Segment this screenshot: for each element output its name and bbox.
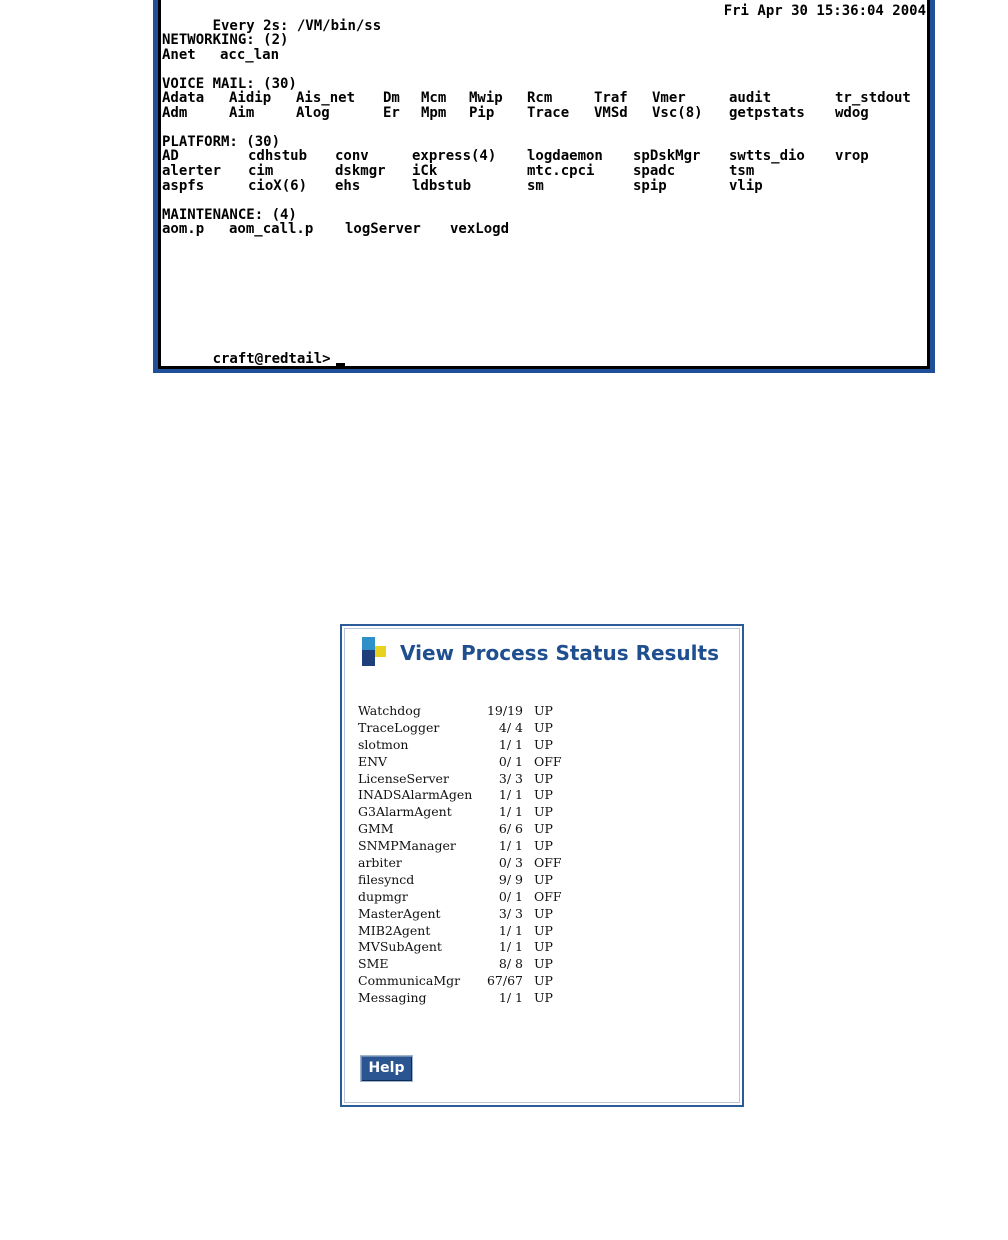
- process-state: UP: [534, 973, 553, 989]
- panel-title: View Process Status Results: [400, 641, 719, 665]
- process-entry: Mpm: [421, 104, 447, 121]
- process-count: 0/ 3: [498, 855, 523, 871]
- process-count: 3/ 3: [498, 770, 523, 786]
- process-count: 1/ 1: [498, 787, 523, 803]
- section-title-platform: PLATFORM: (30): [162, 133, 281, 150]
- process-entry: Rcm: [527, 90, 553, 107]
- process-entry: aom_call.p: [229, 221, 314, 238]
- process-entry: cdhstub: [248, 148, 308, 165]
- process-count: 0/ 1: [498, 888, 523, 904]
- process-state: UP: [534, 871, 553, 887]
- voice-mail-row: [162, 106, 927, 121]
- process-name: SME: [358, 956, 389, 972]
- process-name: INADSAlarmAgen: [358, 787, 473, 803]
- process-count: 19/19: [486, 703, 523, 718]
- process-state: UP: [534, 736, 553, 752]
- panel-body: [344, 628, 740, 1103]
- process-entry: Trace: [527, 104, 570, 121]
- process-name: ENV: [358, 753, 388, 769]
- process-name: filesyncd: [358, 871, 415, 887]
- process-count: 4/ 4: [498, 719, 523, 735]
- process-state: UP: [534, 787, 553, 803]
- process-count: 3/ 3: [498, 905, 523, 921]
- process-entry: spadc: [633, 162, 676, 179]
- process-state: UP: [534, 905, 553, 921]
- process-name: Watchdog: [358, 703, 421, 718]
- networking-row: [162, 48, 927, 63]
- process-count: 1/ 1: [498, 922, 523, 938]
- process-count: 8/ 8: [498, 956, 523, 972]
- process-entry: VMSd: [594, 104, 628, 121]
- process-name: MIB2Agent: [358, 922, 431, 938]
- process-name: MVSubAgent: [358, 939, 442, 955]
- process-state: UP: [534, 804, 553, 820]
- logo-icon: [362, 637, 388, 667]
- help-button[interactable]: Help: [360, 1055, 413, 1082]
- process-entry: alerter: [162, 162, 222, 179]
- process-entry: Mwip: [469, 90, 503, 107]
- process-name: GMM: [358, 821, 394, 837]
- process-name: G3AlarmAgent: [358, 804, 452, 820]
- process-name: slotmon: [358, 736, 409, 752]
- platform-row: [162, 164, 927, 179]
- process-count: 1/ 1: [498, 804, 523, 820]
- process-entry: Adm: [162, 104, 188, 121]
- section-title-voice-mail: VOICE MAIL: (30): [162, 75, 297, 92]
- process-entry: acc_lan: [220, 46, 280, 63]
- process-entry: logdaemon: [527, 148, 603, 165]
- watch-command: Every 2s: /VM/bin/ss: [212, 17, 382, 34]
- process-entry: Mcm: [421, 90, 447, 107]
- process-entry: aspfs: [162, 177, 205, 194]
- process-entry: conv: [335, 148, 369, 165]
- process-entry: spip: [633, 177, 667, 194]
- process-name: LicenseServer: [358, 770, 449, 786]
- process-entry: sm: [527, 177, 544, 194]
- process-name: arbiter: [358, 855, 402, 871]
- section-title-maintenance: MAINTENANCE: (4): [162, 206, 297, 223]
- shell-prompt[interactable]: [162, 337, 345, 367]
- process-count: 1/ 1: [498, 736, 523, 752]
- process-entry: swtts_dio: [729, 148, 805, 165]
- process-name: dupmgr: [358, 888, 408, 904]
- terminal-window: [153, 0, 935, 373]
- process-entry: cioX(6): [248, 177, 308, 194]
- process-count: 1/ 1: [498, 838, 523, 854]
- process-count: 67/67: [486, 973, 523, 989]
- process-entry: mtc.cpci: [527, 162, 595, 179]
- platform-row: [162, 149, 927, 164]
- process-entry: iCk: [412, 162, 438, 179]
- process-entry: getpstats: [729, 104, 805, 121]
- process-entry: Pip: [469, 104, 495, 121]
- process-name: CommunicaMgr: [358, 973, 461, 989]
- process-entry: Vsc(8): [652, 104, 703, 121]
- process-count: 1/ 1: [498, 939, 523, 955]
- process-entry: Vmer: [652, 90, 686, 107]
- process-state: UP: [534, 990, 553, 1006]
- process-name: MasterAgent: [358, 905, 441, 921]
- process-entry: cim: [248, 162, 274, 179]
- process-entry: ldbstub: [412, 177, 472, 194]
- process-entry: ehs: [335, 177, 361, 194]
- process-entry: vrop: [835, 148, 869, 165]
- watch-timestamp: Fri Apr 30 15:36:04 2004: [723, 3, 926, 19]
- process-name: TraceLogger: [358, 719, 440, 735]
- process-entry: vexLogd: [450, 221, 510, 238]
- process-entry: Adata: [162, 90, 205, 107]
- process-entry: spDskMgr: [633, 148, 701, 165]
- process-entry: Traf: [594, 90, 628, 107]
- process-count: 9/ 9: [498, 871, 523, 887]
- platform-row: [162, 179, 927, 194]
- process-entry: Dm: [383, 90, 400, 107]
- process-entry: aom.p: [162, 221, 205, 238]
- text-cursor: [336, 363, 345, 366]
- process-entry: AD: [162, 148, 179, 165]
- process-entry: Aim: [229, 104, 255, 121]
- process-state: UP: [534, 821, 553, 837]
- process-count: 0/ 1: [498, 753, 523, 769]
- process-entry: Alog: [296, 104, 330, 121]
- process-count: 1/ 1: [498, 990, 523, 1006]
- process-state: UP: [534, 719, 553, 735]
- process-entry: tsm: [729, 162, 755, 179]
- prompt-text: craft@redtail>: [212, 350, 331, 367]
- voice-mail-row: [162, 91, 927, 106]
- process-entry: express(4): [412, 148, 497, 165]
- process-entry: Aidip: [229, 90, 272, 107]
- process-entry: tr_stdout: [835, 90, 911, 107]
- process-entry: logServer: [345, 221, 421, 238]
- process-state: UP: [534, 703, 553, 718]
- process-state: OFF: [534, 888, 562, 904]
- process-state: UP: [534, 922, 553, 938]
- terminal-header: [162, 3, 927, 34]
- process-status-panel: [340, 624, 744, 1107]
- process-entry: wdog: [835, 104, 869, 121]
- process-count: 6/ 6: [498, 821, 523, 837]
- process-state: OFF: [534, 753, 562, 769]
- process-name: Messaging: [358, 990, 427, 1006]
- process-state: UP: [534, 939, 553, 955]
- process-state: UP: [534, 838, 553, 854]
- process-entry: vlip: [729, 177, 763, 194]
- process-state: UP: [534, 770, 553, 786]
- process-entry: dskmgr: [335, 162, 386, 179]
- process-entry: Er: [383, 104, 400, 121]
- process-entry: audit: [729, 90, 772, 107]
- process-entry: Anet: [162, 46, 196, 63]
- process-state: OFF: [534, 855, 562, 871]
- section-title-networking: NETWORKING: (2): [162, 31, 289, 48]
- process-state: UP: [534, 956, 553, 972]
- process-name: SNMPManager: [358, 838, 456, 854]
- process-entry: Ais_net: [296, 90, 356, 107]
- terminal-screen: [158, 0, 930, 369]
- maintenance-row: [162, 222, 927, 237]
